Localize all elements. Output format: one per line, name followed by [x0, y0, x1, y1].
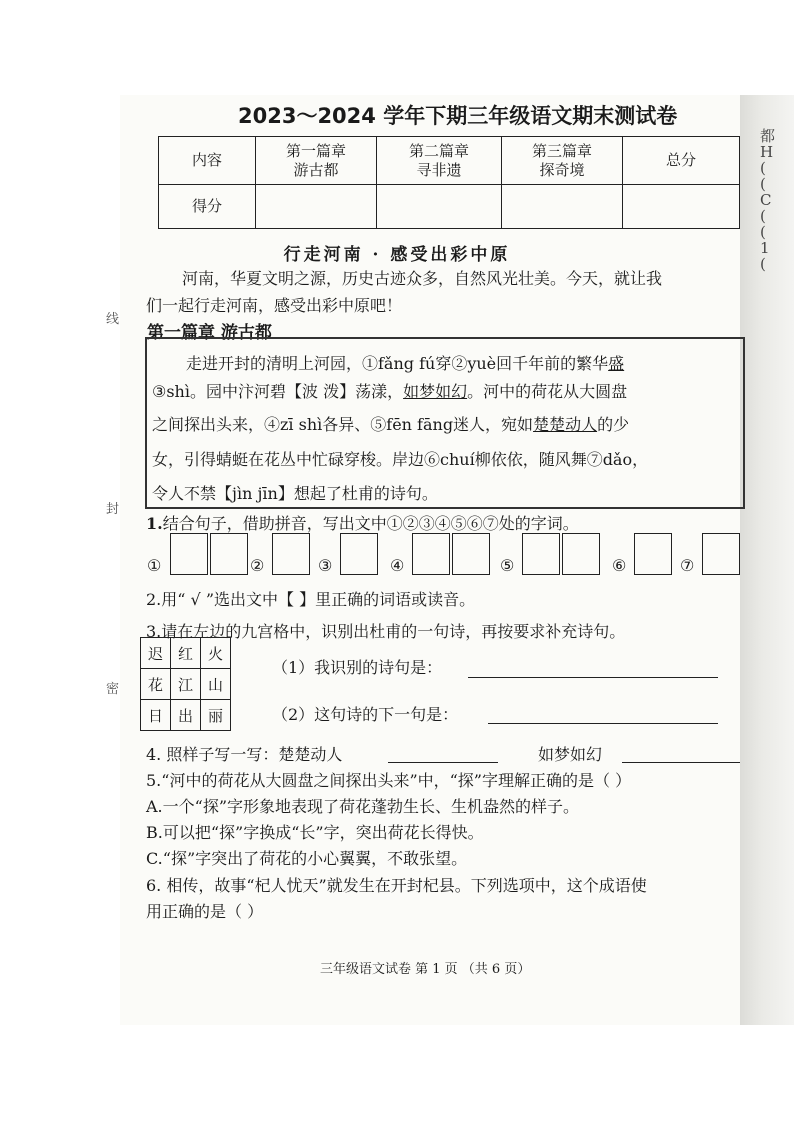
- score-cell-chapter1[interactable]: [256, 185, 377, 229]
- intro-line-1: 河南，华夏文明之源，历史古迹众多，自然风光壮美。今天，就让我: [182, 269, 663, 288]
- question-3-2: （2）这句诗的下一句是：: [272, 705, 459, 724]
- question-3-1: （1）我识别的诗句是：: [272, 658, 443, 677]
- question-3: 3.请在左边的九宫格中，识别出杜甫的一句诗，再按要求补充诗句。: [146, 622, 626, 641]
- answer-box-4b[interactable]: [452, 533, 490, 575]
- grid-cell: 丽: [201, 700, 231, 731]
- answer-box-3[interactable]: [340, 533, 378, 575]
- option-5c[interactable]: C.“探”字突出了荷花的小心翼翼，不敢张望。: [146, 849, 468, 868]
- grid-cell: 山: [201, 669, 231, 700]
- grid-cell: 红: [171, 638, 201, 669]
- marker-5: ⑤: [500, 556, 515, 575]
- margin-mark-secret: 密: [106, 682, 120, 697]
- marker-4: ④: [390, 556, 405, 575]
- score-cell-chapter2[interactable]: [377, 185, 502, 229]
- answer-box-5a[interactable]: [522, 533, 560, 575]
- marker-6: ⑥: [612, 556, 627, 575]
- passage-title: 行走河南 · 感受出彩中原: [283, 245, 511, 265]
- option-5a[interactable]: A.一个“探”字形象地表现了荷花蓬勃生长、生机盎然的样子。: [146, 797, 580, 816]
- question-2: 2.用“ √ ”选出文中【 】里正确的词语或读音。: [146, 590, 476, 609]
- passage-line-3: 之间探出头来，④zī shì各异、⑤fēn fāng迷人，宛如楚楚动人的少: [152, 415, 630, 434]
- grid-cell: 迟: [141, 638, 171, 669]
- margin-mark-line: 线: [106, 312, 120, 327]
- grid-cell: 江: [171, 669, 201, 700]
- passage-line-2: ③shì。园中汴河碧【波 泼】荡漾，如梦如幻。河中的荷花从大圆盘: [152, 382, 628, 401]
- marker-2: ②: [250, 556, 265, 575]
- answer-box-1b[interactable]: [210, 533, 248, 575]
- answer-box-1a[interactable]: [170, 533, 208, 575]
- grid-cell: 出: [171, 700, 201, 731]
- nine-square-grid: [140, 637, 231, 731]
- chapter-heading: 第一篇章 游古都: [147, 323, 272, 343]
- question-6-line-2: 用正确的是（ ）: [146, 902, 264, 921]
- score-row-label: 得分: [159, 185, 256, 229]
- marker-1: ①: [147, 556, 162, 575]
- marker-3: ③: [318, 556, 333, 575]
- passage-line-1: 走进开封的清明上河园，①fǎng fú穿②yuè回千年前的繁华盛: [186, 354, 625, 373]
- answer-box-7[interactable]: [702, 533, 740, 575]
- score-table: [158, 136, 740, 229]
- question-5: 5.“河中的荷花从大圆盘之间探出头来”中，“探”字理解正确的是（ ）: [146, 771, 632, 790]
- margin-mark-seal: 封: [106, 502, 120, 517]
- question-4-example: 4. 照样子写一写：楚楚动人: [146, 745, 343, 764]
- page-footer: 三年级语文试卷 第 1 页 （共 6 页）: [320, 962, 531, 977]
- score-header-chapter1: 第一篇章 游古都: [256, 137, 377, 185]
- grid-cell: 日: [141, 700, 171, 731]
- exam-title: 2023～2024 学年下期三年级语文期末测试卷: [238, 104, 678, 128]
- answer-line-4b[interactable]: [622, 761, 740, 763]
- answer-line-3-2[interactable]: [488, 722, 718, 724]
- question-6-line-1: 6. 相传，故事“杞人忧天”就发生在开封杞县。下列选项中，这个成语使: [146, 876, 647, 895]
- answer-line-4a[interactable]: [388, 761, 498, 763]
- score-header-content: 内容: [159, 137, 256, 185]
- answer-box-5b[interactable]: [562, 533, 600, 575]
- passage-line-5: 令人不禁【jìn jīn】想起了杜甫的诗句。: [152, 484, 438, 503]
- score-cell-chapter3[interactable]: [502, 185, 623, 229]
- score-header-chapter2: 第二篇章 寻非遗: [377, 137, 502, 185]
- answer-line-3-1[interactable]: [468, 676, 718, 678]
- grid-cell: 火: [201, 638, 231, 669]
- question-1: 1.结合句子，借助拼音，写出文中①②③④⑤⑥⑦处的字词。: [146, 514, 579, 533]
- answer-box-2[interactable]: [272, 533, 310, 575]
- marker-7: ⑦: [680, 556, 695, 575]
- passage-line-4: 女，引得蜻蜓在花丛中忙碌穿梭。岸边⑥chuí柳依依，随风舞⑦dǎo，: [152, 450, 649, 469]
- option-5b[interactable]: B.可以把“探”字换成“长”字，突出荷花长得快。: [146, 823, 484, 842]
- score-header-total: 总分: [623, 137, 740, 185]
- intro-line-2: 们一起行走河南，感受出彩中原吧！: [146, 296, 403, 315]
- grid-cell: 花: [141, 669, 171, 700]
- adjacent-page-characters: 都 H ( ( C ( ( 1 (: [760, 127, 776, 273]
- score-header-chapter3: 第三篇章 探奇境: [502, 137, 623, 185]
- score-cell-total[interactable]: [623, 185, 740, 229]
- answer-box-6[interactable]: [634, 533, 672, 575]
- answer-box-4a[interactable]: [412, 533, 450, 575]
- question-4-word: 如梦如幻: [538, 745, 603, 764]
